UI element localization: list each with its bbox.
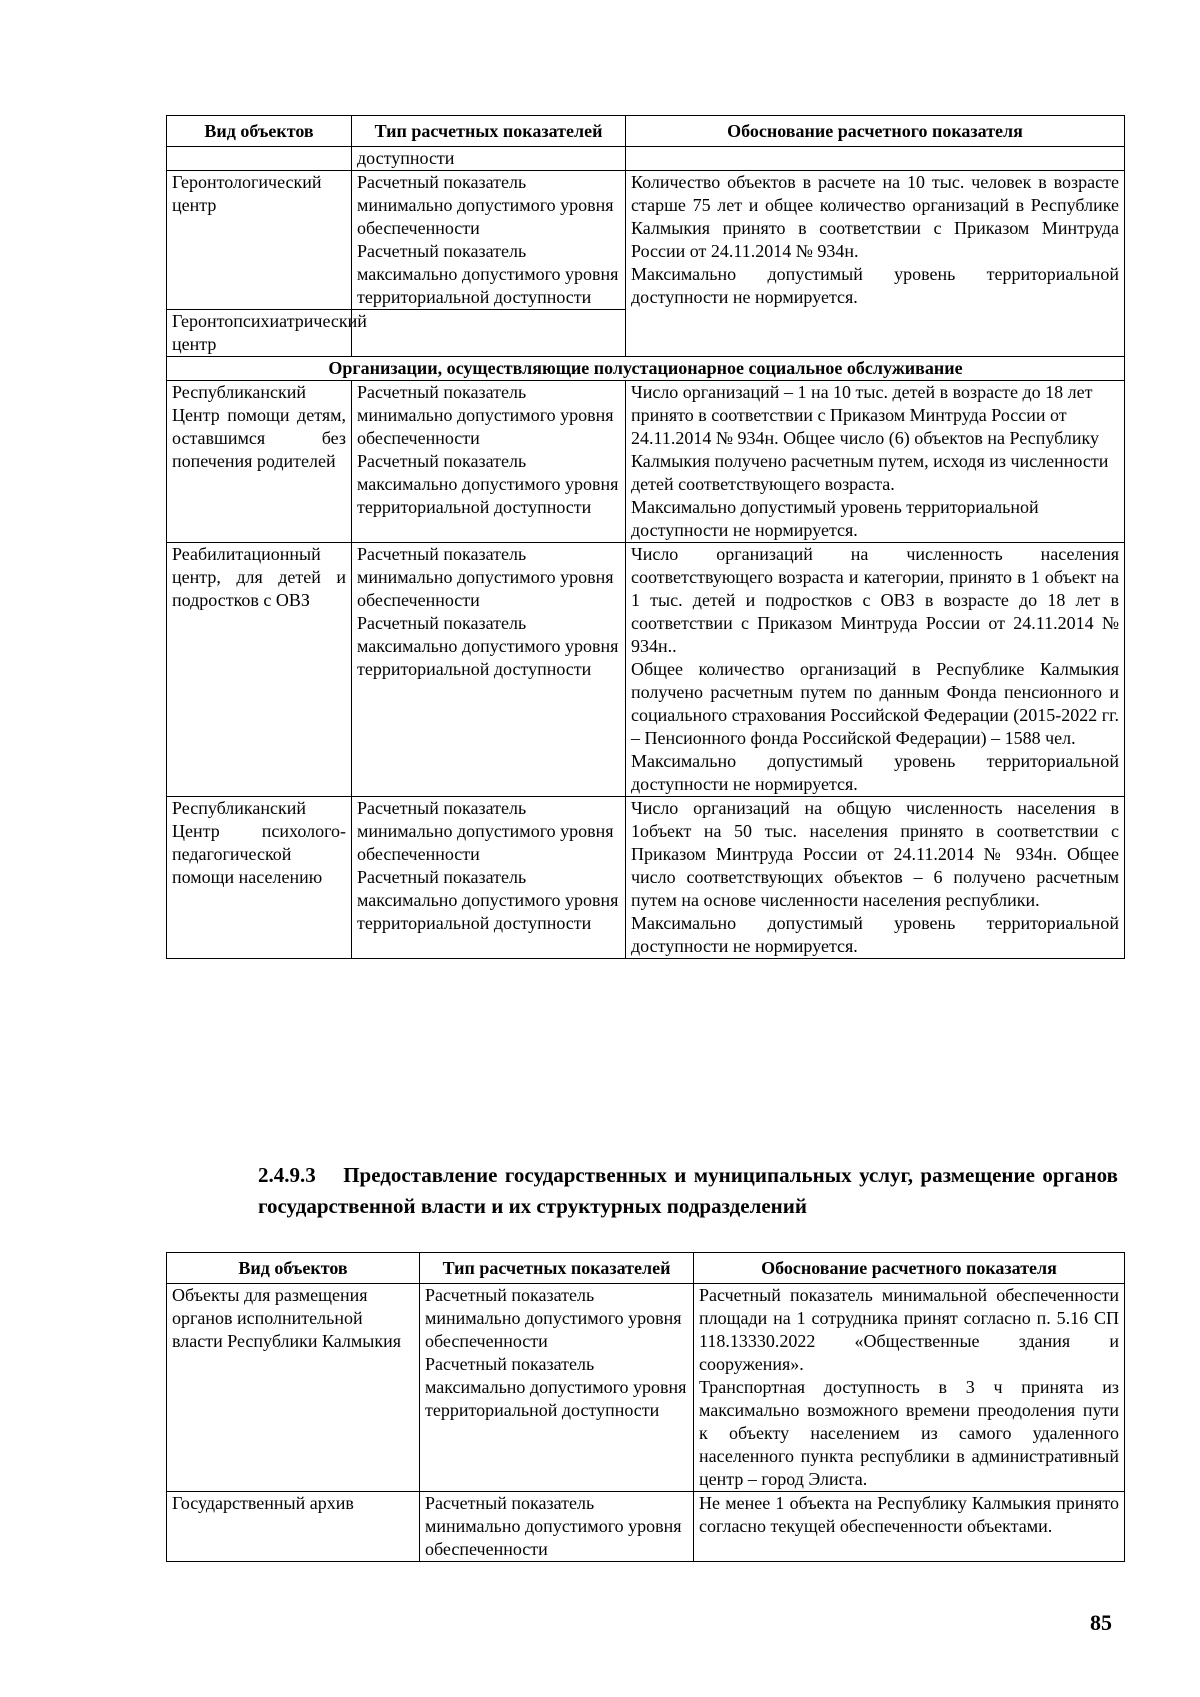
indicator-cell: [352, 310, 626, 357]
basis-text: Максимально допустимый уровень территориальной доступности не нормируется.: [631, 751, 1119, 794]
indicator-text: Расчетный показатель максимально допустимого уровня территориальной доступности: [357, 451, 619, 517]
basis-cell: [626, 797, 1125, 959]
indicator-cell: [352, 797, 626, 959]
indicator-cell: [420, 1284, 694, 1492]
table-header-row: [167, 1253, 1125, 1284]
object-cell: Республиканский Центр помощи детям, оставшимся без попечения родителей: [167, 381, 352, 543]
object-cell: Реабилитационный центр, для детей и подростков с ОВЗ: [167, 543, 352, 797]
indicator-cell: [420, 1492, 694, 1562]
indicator-text: Расчетный показатель максимально допустимого уровня территориальной доступности: [357, 241, 619, 307]
government-services-table: [166, 1252, 1125, 1562]
indicator-cell: [352, 171, 626, 310]
basis-cell: [626, 543, 1125, 797]
indicator-text: Расчетный показатель минимально допустимого уровня обеспеченности: [357, 544, 614, 610]
indicator-text: Расчетный показатель минимально допустимого уровня обеспеченности: [425, 1493, 682, 1559]
object-cell: Республиканский Центр психолого-педагогической помощи населению: [167, 797, 352, 959]
table-row: [167, 171, 1125, 310]
col-header-indicator-type: Тип расчетных показателей: [352, 116, 626, 147]
indicator-text: Расчетный показатель минимально допустимого уровня обеспеченности: [425, 1285, 682, 1351]
indicator-cell: доступности: [352, 147, 626, 171]
basis-text: Число организаций на общую численность населения в 1объект на 50 тыс. населения принято в соответствии с Приказом Минтруда России от 24.11.2014 № 934н. Общее число соответствующих объектов – 6 получено расчетным путем на основе численности населения республики.: [631, 798, 1119, 910]
indicator-text: Расчетный показатель максимально допустимого уровня территориальной доступности: [357, 867, 619, 933]
section-title: Организации, осуществляющие полустационарное социальное обслуживание: [167, 357, 1125, 381]
table-row: [167, 1284, 1125, 1492]
table-row: [167, 381, 1125, 543]
section-number: 2.4.9.3: [258, 1163, 316, 1187]
page-number: 85: [1090, 1610, 1112, 1635]
basis-text: Максимально допустимый уровень территориальной доступности не нормируется.: [631, 913, 1119, 956]
basis-text: Общее количество организаций в Республике Калмыкия получено расчетным путем по данным Фонда пенсионного и социального страхования Российской Федерации (2015-2022 гг. – Пенсионного фонда Российской Федерации) – 1588 чел.: [631, 659, 1119, 748]
col-header-basis: Обоснование расчетного показателя: [626, 116, 1125, 147]
table-row: [167, 797, 1125, 959]
object-cell: Геронтологический центр: [167, 171, 352, 310]
basis-cell: [694, 1284, 1125, 1492]
object-cell: Геронтопсихиатрический центр: [167, 310, 352, 357]
indicator-text: Расчетный показатель максимально допустимого уровня территориальной доступности: [425, 1354, 687, 1420]
object-cell: [167, 147, 352, 171]
indicator-text: Расчетный показатель минимально допустимого уровня обеспеченности: [357, 798, 614, 864]
indicator-text: Расчетный показатель максимально допустимого уровня территориальной доступности: [357, 613, 619, 679]
basis-text: Максимально допустимый уровень территориальной доступности не нормируется.: [631, 497, 1039, 540]
table-header-row: [167, 116, 1125, 147]
indicator-cell: [352, 543, 626, 797]
col-header-object-type: Вид объектов: [167, 116, 352, 147]
section-row: [167, 357, 1125, 381]
basis-text: Число организаций – 1 на 10 тыс. детей в возрасте до 18 лет принято в соответствии с Приказом Минтруда России от 24.11.2014 № 934н. Общее число (6) объектов на Республику Калмыкия получено расчетным путем, исходя из численности детей соответствующего возраста.: [631, 382, 1109, 494]
basis-text: Не менее 1 объекта на Республику Калмыкия принято согласно текущей обеспеченности объектами.: [699, 1493, 1119, 1536]
basis-text: Число организаций на численность населения соответствующего возраста и категории, принято в 1 объект на 1 тыс. детей и подростков с ОВЗ в возрасте до 18 лет в соответствии с Приказом Минтруда России от 24.11.2014 № 934н..: [631, 544, 1119, 656]
indicator-cell: [352, 381, 626, 543]
object-cell: Государственный архив: [167, 1492, 420, 1562]
col-header-indicator-type: Тип расчетных показателей: [420, 1253, 694, 1284]
table-row: [167, 543, 1125, 797]
col-header-basis: Обоснование расчетного показателя: [694, 1253, 1125, 1284]
object-cell: Объекты для размещения органов исполнительной власти Республики Калмыкия: [167, 1284, 420, 1492]
basis-text: Транспортная доступность в 3 ч принята из максимально возможного времени преодоления пути к объекту населением из самого удаленного населенного пункта республики в административный центр – город Элиста.: [699, 1377, 1119, 1489]
basis-cell: [626, 171, 1125, 357]
indicator-text: Расчетный показатель минимально допустимого уровня обеспеченности: [357, 382, 614, 448]
table-row: [167, 1492, 1125, 1562]
social-services-table: [166, 115, 1125, 959]
basis-cell: [626, 381, 1125, 543]
section-heading: [258, 1160, 1118, 1222]
basis-cell: [694, 1492, 1125, 1562]
col-header-object-type: Вид объектов: [167, 1253, 420, 1284]
section-heading-text: Предоставление государственных и муниципальных услуг, размещение органов государственной власти и их структурных подразделений: [258, 1163, 1118, 1218]
indicator-text: Расчетный показатель минимально допустимого уровня обеспеченности: [357, 172, 614, 238]
basis-text: Количество объектов в расчете на 10 тыс. человек в возрасте старше 75 лет и общее количество организаций в Республике Калмыкия принято в соответствии с Приказом Минтруда России от 24.11.2014 № 934н.: [631, 172, 1119, 261]
basis-text: Максимально допустимый уровень территориальной доступности не нормируется.: [631, 264, 1119, 307]
table-row: [167, 147, 1125, 171]
basis-text: Расчетный показатель минимальной обеспеченности площади на 1 сотрудника принят согласно п. 5.16 СП 118.13330.2022 «Общественные здания и сооружения».: [699, 1285, 1119, 1374]
basis-cell: [626, 147, 1125, 171]
